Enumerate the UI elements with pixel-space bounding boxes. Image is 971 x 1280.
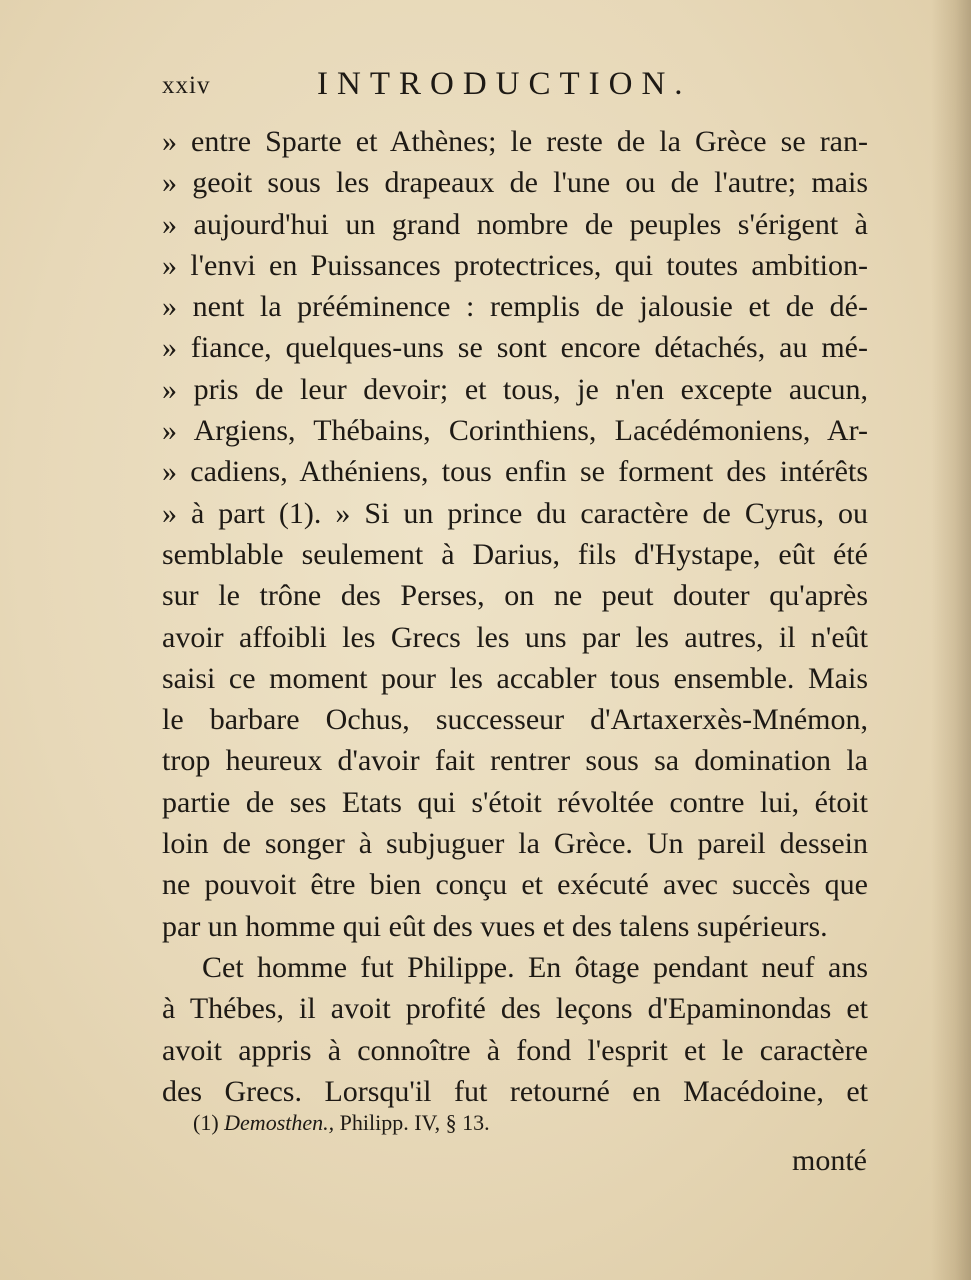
- body-text: [162, 121, 868, 1112]
- text-line: » cadiens, Athéniens, tous enfin se forment des intérêts: [162, 455, 868, 489]
- footnote-author: Demosthen.,: [224, 1110, 335, 1135]
- text-line: avoir affoibli les Grecs les uns par les autres, il n'eût: [162, 620, 868, 654]
- footnote-reference: Philipp. IV, § 13.: [339, 1110, 490, 1135]
- text-line: » l'envi en Puissances protectrices, qui toutes ambition-: [162, 248, 868, 282]
- page-number: xxiv: [162, 72, 211, 99]
- footnote: [193, 1110, 490, 1136]
- text-line: le barbare Ochus, successeur d'Artaxerxès-Mnémon,: [162, 703, 868, 737]
- footnote-marker: (1): [193, 1110, 219, 1135]
- text-line: des Grecs. Lorsqu'il fut retourné en Macédoine, et: [162, 1074, 868, 1108]
- text-line: » entre Sparte et Athènes; le reste de la Grèce se ran-: [162, 125, 868, 158]
- text-line: avoit appris à connoître à fond l'esprit et le caractère: [162, 1033, 868, 1067]
- text-line: saisi ce moment pour les accabler tous ensemble. Mais: [162, 661, 868, 695]
- page-edge-shadow: [931, 0, 971, 1280]
- catchword: monté: [792, 1144, 867, 1177]
- text-line: » aujourd'hui un grand nombre de peuples s'érigent à: [162, 207, 868, 241]
- text-line: » pris de leur devoir; et tous, je n'en excepte aucun,: [162, 372, 868, 406]
- text-line: semblable seulement à Darius, fils d'Hystape, eût été: [162, 537, 868, 571]
- text-line: ne pouvoit être bien conçu et exécuté avec succès que: [162, 868, 868, 902]
- text-line: » fiance, quelques-uns se sont encore détachés, au mé-: [162, 331, 868, 365]
- text-line: trop heureux d'avoir fait rentrer sous sa domination la: [162, 744, 868, 778]
- page-header: [162, 66, 868, 110]
- text-line: à Thébes, il avoit profité des leçons d'Epaminondas et: [162, 992, 868, 1026]
- paragraph-start-line: Cet homme fut Philippe. En ôtage pendant neuf ans: [202, 950, 868, 984]
- text-line: » nent la prééminence : remplis de jalousie et de dé-: [162, 290, 868, 324]
- text-line: » Argiens, Thébains, Corinthiens, Lacédémoniens, Ar-: [162, 414, 868, 448]
- running-head: INTRODUCTION.: [317, 66, 692, 102]
- text-line: loin de songer à subjuguer la Grèce. Un pareil dessein: [162, 827, 868, 861]
- text-line: sur le trône des Perses, on ne peut douter qu'après: [162, 579, 868, 613]
- paragraph-end-line: par un homme qui eût des vues et des talens supérieurs.: [162, 909, 828, 943]
- text-line: » geoit sous les drapeaux de l'une ou de l'autre; mais: [162, 166, 868, 200]
- text-line: partie de ses Etats qui s'étoit révoltée contre lui, étoit: [162, 785, 868, 819]
- text-line: » à part (1). » Si un prince du caractère de Cyrus, ou: [162, 496, 868, 530]
